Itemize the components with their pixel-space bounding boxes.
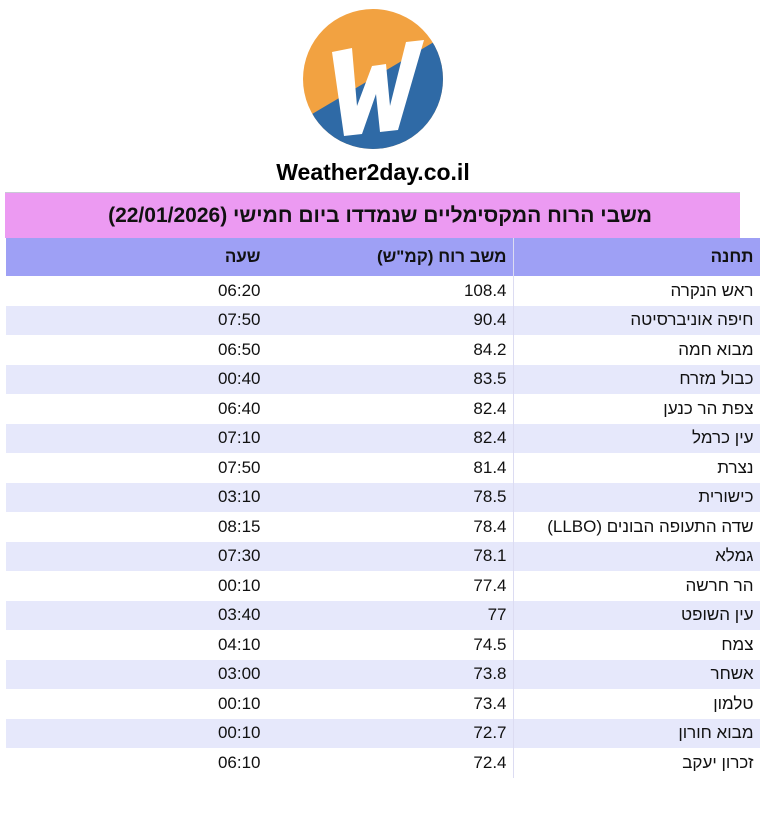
wind-cell: 78.5	[267, 483, 514, 513]
time-cell: 06:10	[217, 752, 261, 772]
wind-cell: 84.2	[473, 339, 507, 359]
time-cell: 03:00	[6, 660, 267, 690]
station-cell: צפת הר כנען	[513, 394, 760, 424]
time-cell: 00:10	[6, 719, 267, 749]
site-name: Weather2day.co.il	[276, 159, 470, 185]
station-cell: מבוא חורון	[513, 719, 760, 749]
time-cell: 00:40	[6, 365, 267, 395]
table-row	[6, 689, 760, 719]
table-row	[6, 660, 760, 690]
time-cell: 00:10	[217, 575, 261, 595]
wind-cell: 73.4	[473, 693, 507, 713]
time-cell: 03:10	[6, 483, 267, 513]
table-title-bar	[5, 192, 740, 238]
table-row	[6, 630, 760, 660]
station-cell: נצרת	[513, 453, 760, 483]
time-cell: 04:10	[217, 634, 261, 654]
wind-cell: 78.4	[473, 516, 507, 536]
station-cell: מבוא חמה	[513, 335, 760, 365]
time-cell: 08:15	[217, 516, 261, 536]
header-time: שעה	[6, 238, 267, 276]
wind-cell: 108.4	[463, 280, 507, 300]
wind-cell: 81.4	[473, 457, 507, 477]
header-wind: משב רוח (קמ"ש)	[267, 238, 514, 276]
table-row	[6, 453, 760, 483]
time-cell: 07:30	[6, 542, 267, 572]
header-station: תחנה	[513, 238, 760, 276]
wind-gust-table	[5, 238, 760, 778]
time-cell: 07:50	[6, 306, 267, 336]
table-row	[6, 719, 760, 749]
table-row	[6, 276, 760, 306]
station-cell: כישורית	[513, 483, 760, 513]
time-cell: 07:10	[6, 424, 267, 454]
table-row	[6, 512, 760, 542]
wind-cell: 83.5	[267, 365, 514, 395]
time-cell: 06:20	[217, 280, 261, 300]
station-cell: חיפה אוניברסיטה	[513, 306, 760, 336]
station-cell: גמלא	[513, 542, 760, 572]
station-cell: הר חרשה	[513, 571, 760, 601]
table-title: משבי הרוח המקסימליים שנמדדו ביום חמישי (22/01/2026)	[108, 204, 652, 227]
wind-cell: 74.5	[473, 634, 507, 654]
table-row	[6, 571, 760, 601]
station-cell: ראש הנקרה	[513, 276, 760, 306]
station-cell: שדה התעופה הבונים (LLBO)	[513, 512, 760, 542]
wind-cell: 72.7	[267, 719, 514, 749]
wind-cell: 77	[267, 601, 514, 631]
station-cell: טלמון	[513, 689, 760, 719]
station-cell: כבול מזרח	[513, 365, 760, 395]
wind-cell: 78.1	[267, 542, 514, 572]
time-cell: 06:40	[217, 398, 261, 418]
wind-cell: 72.4	[473, 752, 507, 772]
table-row	[6, 601, 760, 631]
table-row	[6, 394, 760, 424]
wind-cell: 82.4	[473, 398, 507, 418]
station-cell: צמח	[513, 630, 760, 660]
station-cell: אשחר	[513, 660, 760, 690]
table-row	[6, 424, 760, 454]
station-cell: עין השופט	[513, 601, 760, 631]
station-cell: זכרון יעקב	[513, 748, 760, 778]
table-row	[6, 365, 760, 395]
table-row	[6, 335, 760, 365]
wind-cell: 73.8	[267, 660, 514, 690]
station-cell: עין כרמל	[513, 424, 760, 454]
weather2day-logo-icon	[302, 8, 444, 150]
wind-cell: 77.4	[473, 575, 507, 595]
table-row	[6, 306, 760, 336]
table-row	[6, 748, 760, 778]
time-cell: 07:50	[217, 457, 261, 477]
table-header-row	[6, 238, 760, 276]
table-row	[6, 483, 760, 513]
time-cell: 03:40	[6, 601, 267, 631]
time-cell: 06:50	[217, 339, 261, 359]
wind-cell: 90.4	[267, 306, 514, 336]
time-cell: 00:10	[217, 693, 261, 713]
wind-cell: 82.4	[267, 424, 514, 454]
table-row	[6, 542, 760, 572]
